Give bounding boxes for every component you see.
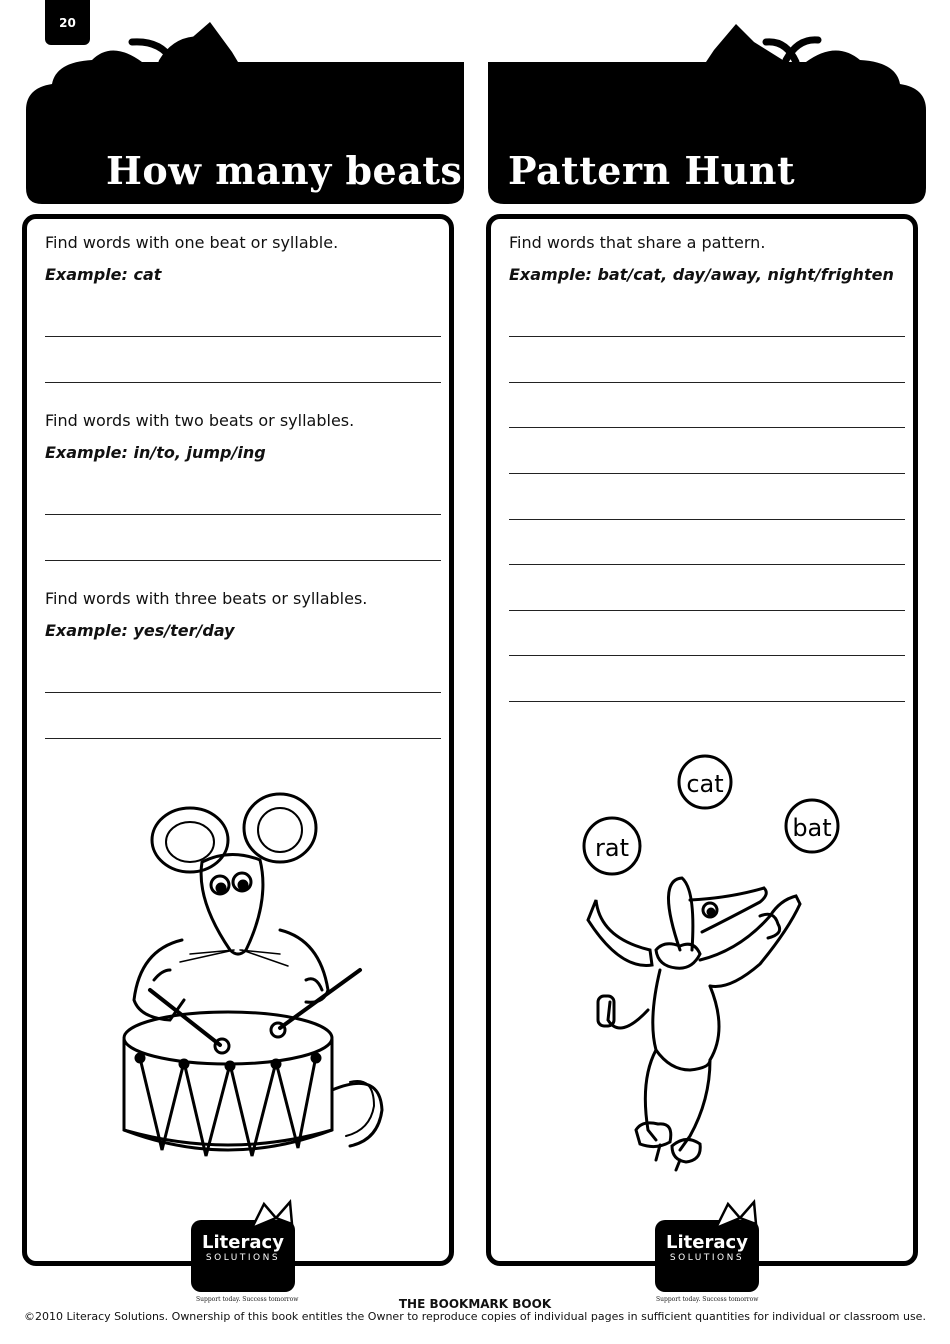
logo-tagline: Support today. Success tomorrow [196,1296,299,1303]
answer-line[interactable] [509,427,905,428]
answer-line[interactable] [45,738,441,739]
answer-line[interactable] [509,564,905,565]
answer-line[interactable] [509,519,905,520]
book-title: THE BOOKMARK BOOK [398,1297,552,1311]
logo-name: Literacy [666,1232,748,1253]
answer-line[interactable] [509,655,905,656]
right-example: Example: bat/cat, day/away, night/frighten [509,265,894,284]
page-number: 20 [45,0,90,45]
left-example-1: Example: cat [45,265,162,284]
answer-line[interactable] [45,560,441,561]
right-instruction: Find words that share a pattern. [509,233,766,252]
left-instruction-1: Find words with one beat or syllable. [45,233,339,252]
answer-line[interactable] [45,514,441,515]
answer-line[interactable] [45,336,441,337]
logo-name: Literacy [202,1232,284,1253]
answer-line[interactable] [45,382,441,383]
logo-sub: SOLUTIONS [205,1253,281,1263]
flying-book-icon [246,1198,296,1238]
juggling-poodle-icon [560,750,860,1180]
answer-line[interactable] [509,610,905,611]
bubble-word-bat: bat [792,814,832,842]
right-title: Pattern Hunt [508,148,796,193]
left-example-2: Example: in/to, jump/ing [45,443,266,462]
logo-tagline: Support today. Success tomorrow [656,1296,759,1303]
copyright-notice: ©2010 Literacy Solutions. Ownership of this book entitles the Owner to reproduce copies of individual pages in sufficient quantities for individual or classroom use. [24,1310,926,1323]
answer-line[interactable] [509,701,905,702]
left-example-3: Example: yes/ter/day [45,621,235,640]
answer-line[interactable] [509,473,905,474]
bubble-word-rat: rat [595,834,629,862]
logo-sub: SOLUTIONS [669,1253,745,1263]
answer-line[interactable] [45,692,441,693]
answer-line[interactable] [509,382,905,383]
mouse-drummer-icon [110,790,400,1170]
answer-line[interactable] [509,336,905,337]
left-instruction-3: Find words with three beats or syllables. [45,589,368,608]
bubble-word-cat: cat [686,770,724,798]
left-instruction-2: Find words with two beats or syllables. [45,411,355,430]
flying-book-icon [710,1198,760,1238]
left-title: How many beats? [106,148,486,193]
